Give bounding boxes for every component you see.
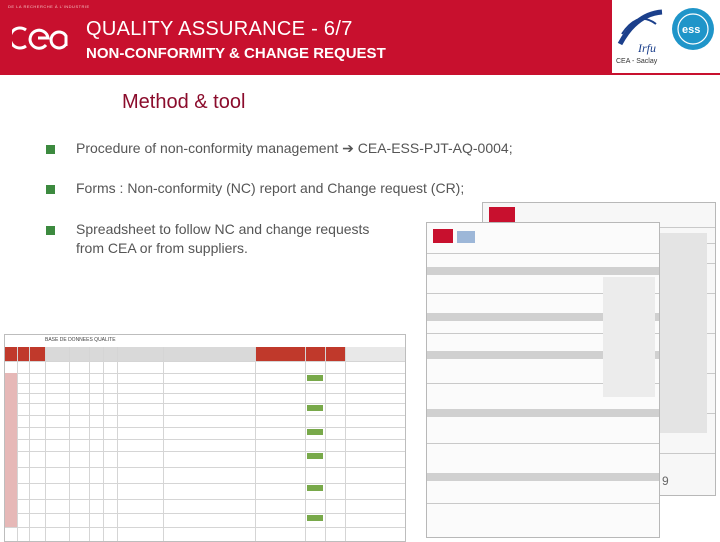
svg-text:Irfu: Irfu xyxy=(638,41,656,55)
page-title: QUALITY ASSURANCE - 6/7 xyxy=(86,18,353,40)
partner-logos xyxy=(612,0,720,73)
bullet-marker xyxy=(46,185,55,194)
bullet-marker xyxy=(46,145,55,154)
spreadsheet-title: BASE DE DONNEES QUALITE xyxy=(45,337,116,343)
bullet-marker xyxy=(46,226,55,235)
header-tagline: DE LA RECHERCHE À L'INDUSTRIE xyxy=(8,4,90,9)
bullet-spreadsheet-continued: from CEA or from suppliers. xyxy=(76,240,248,256)
irfu-logo xyxy=(616,4,666,56)
cea-logo xyxy=(12,18,70,58)
page-subtitle: NON-CONFORMITY & CHANGE REQUEST xyxy=(86,45,386,62)
partner-caption: CEA - Saclay xyxy=(616,58,658,65)
ess-logo xyxy=(670,6,716,52)
header-banner xyxy=(0,0,720,75)
bullet-forms: Forms : Non-conformity (NC) report and Change request (CR); xyxy=(76,180,465,196)
section-heading: Method & tool xyxy=(122,91,246,113)
bullet-procedure: Procedure of non-conformity management ➔ CEA-ESS-PJT-AQ-0004; xyxy=(76,140,513,156)
page-number: 9 xyxy=(662,474,669,488)
nc-report-form-image xyxy=(426,222,660,538)
bullet-spreadsheet: Spreadsheet to follow NC and change requests xyxy=(76,221,370,237)
svg-text:ess: ess xyxy=(682,24,701,36)
spreadsheet-image xyxy=(4,334,406,542)
